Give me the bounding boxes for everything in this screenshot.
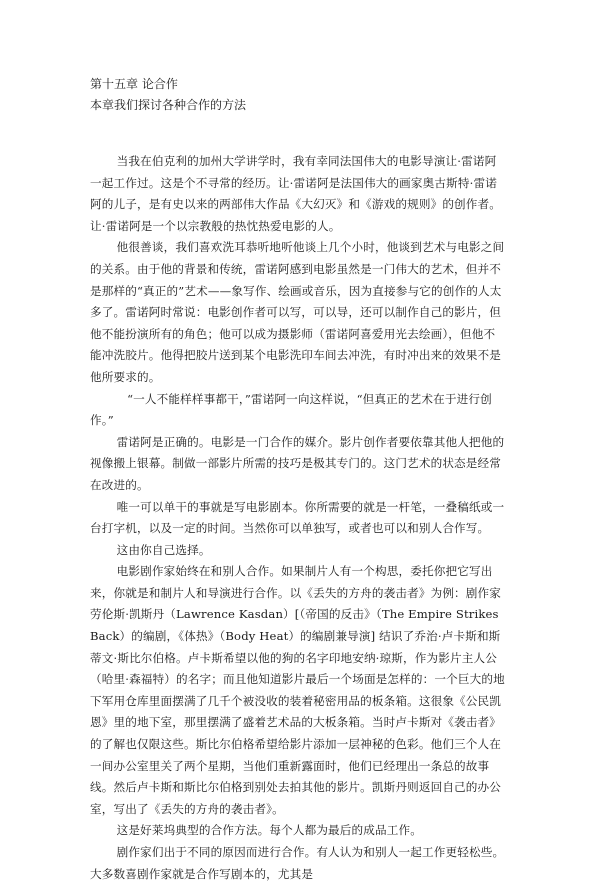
chapter-header <box>90 74 510 116</box>
paragraph: 电影剧作家始终在和别人合作。如果制片人有一个构思，委托你把它写出来，你就是和制片人和导演进行合作。以《丢失的方舟的袭击者》为例：剧作家劳伦斯·凯斯丹（Lawrence Kasdan）[（帝国的反击》（The Empire Strikes Back）的编剧，《体热》（Body Heat）的编剧兼导演] 结识了乔治·卢卡斯和斯蒂文·斯比尔伯格。卢卡斯希望以他的狗的名字印地安纳·琼斯，作为影片主人公（哈里·森福特）的名字；而且他知道影片最后一个场面是怎样的：一个巨大的地下军用仓库里面摆满了几千个被没收的装着秘密用品的板条箱。这很象《公民凯恩》里的地下室，那里摆满了盛着艺术品的大板条箱。当时卢卡斯对《袭击者》的了解也仅限这些。斯比尔伯格希望给影片添加一层神秘的色彩。他们三个人在一间办公室里关了两个星期，当他们重新露面时，他们已经理出一条总的故事线。然后卢卡斯和斯比尔伯格到别处去拍其他的影片。凯斯丹则返回自己的办公室，写出了《丢失的方舟的袭击者》。 <box>90 564 505 816</box>
chapter-subtitle: 本章我们探讨各种合作的方法 <box>90 98 247 112</box>
paragraph: 唯一可以单干的事就是写电影剧本。你所需要的就是一杆笔，一叠稿纸或一台打字机，以及一定的时间。当然你可以单独写，或者也可以和别人合作写。 <box>90 499 505 536</box>
body-text <box>90 151 506 885</box>
paragraph-quote: “一人不能样样事都干，”雷诺阿一向这样说，“但真正的艺术在于进行创作。” <box>90 391 492 428</box>
chapter-title: 第十五章 论合作 <box>90 77 178 91</box>
paragraph: 当我在伯克利的加州大学讲学时，我有幸同法国伟大的电影导演让·雷诺阿一起工作过。这是个不寻常的经历。让·雷诺阿是法国伟大的画家奥古斯特·雷诺阿的儿子，是有史以来的两部伟大作品《大幻灭》和《游戏的规则》的创作者。让·雷诺阿是一个以宗教般的热忱热爱电影的人。 <box>90 154 502 233</box>
paragraph: 剧作家们出于不同的原因而进行合作。有人认为和别人一起工作更轻松些。大多数喜剧作家就是合作写剧本的，尤其是 <box>90 845 505 881</box>
paragraph: 这是好莱坞典型的合作方法。每个人都为最后的成品工作。 <box>116 823 423 838</box>
paragraph: 他很善谈，我们喜欢洗耳恭听地听他谈上几个小时，他谈到艺术与电影之间的关系。由于他的背景和传统，雷诺阿感到电影虽然是一门伟大的艺术，但并不是那样的“真正的”艺术——象写作、绘画或音乐，因为直接参与它的创作的人太多了。雷诺阿时常说：电影创作者可以写，可以导，还可以制作自己的影片，但他不能扮演所有的角色；他可以成为摄影师（雷诺阿喜爱用光去绘画），但他不能冲洗胶片。他得把胶片送到某个电影洗印车间去冲洗，有时冲出来的效果不是他所要求的。 <box>90 240 505 384</box>
paragraph: 这由你自己选择。 <box>116 542 211 557</box>
paragraph: 雷诺阿是正确的。电影是一门合作的媒介。影片创作者要依靠其他人把他的视像搬上银幕。制做一部影片所需的技巧是极其专门的。这门艺术的状态是经常在改进的。 <box>90 434 505 492</box>
